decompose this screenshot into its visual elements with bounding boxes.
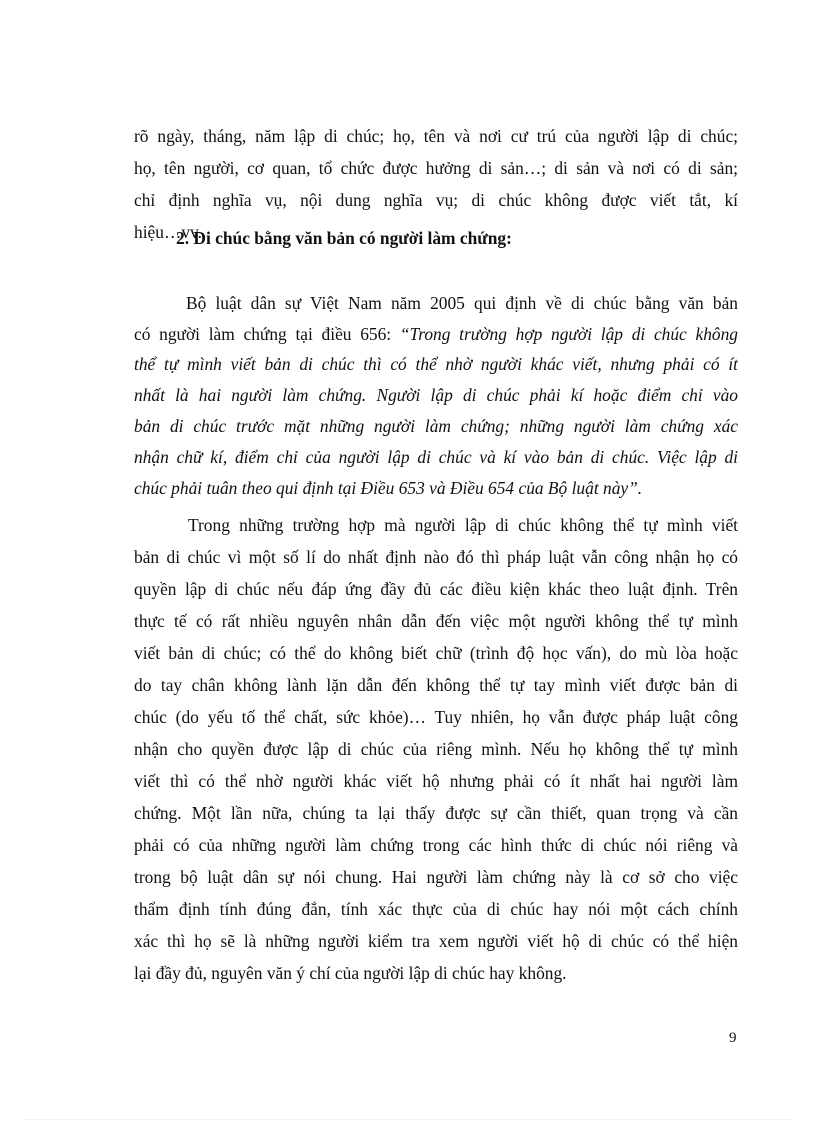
paragraph-line: chứng. Một lần nữa, chúng ta lại thấy được sự cần thiết, quan trọng và cần — [134, 803, 738, 823]
paragraph-line: do tay chân không lành lặn dẫn đến không thể tự tay mình viết được bản di — [134, 675, 738, 695]
paragraph-line: rõ ngày, tháng, năm lập di chúc; họ, tên và nơi cư trú của người lập di chúc; — [134, 126, 738, 146]
page-number: 9 — [729, 1030, 737, 1046]
paragraph-line — [134, 322, 738, 346]
quote-line: thể tự mình viết bản di chúc thì có thể nhờ người khác viết, nhưng phải có ít — [134, 354, 738, 374]
quote-line: nhất là hai người làm chứng. Người lập di chúc phải kí hoặc điểm chỉ vào — [134, 385, 738, 405]
plain-text: có người làm chứng tại điều 656: — [134, 324, 400, 344]
paragraph-line: viết thì có thể nhờ người khác viết hộ nhưng phải có ít nhất hai người làm — [134, 771, 738, 791]
paragraph-line: lại đầy đủ, nguyên văn ý chí của người lập di chúc hay không. — [134, 963, 567, 983]
paragraph-line: Trong những trường hợp mà người lập di chúc không thể tự mình viết — [188, 515, 738, 535]
paragraph-line: phải có của những người làm chứng trong các hình thức di chúc nói riêng và — [134, 835, 738, 855]
quote-line: bản di chúc trước mặt những người làm chứng; những người làm chứng xác — [134, 416, 738, 436]
quote-line: nhận chữ kí, điểm chỉ của người lập di chúc và kí vào bản di chúc. Việc lập di — [134, 447, 738, 467]
paragraph-line: bản di chúc vì một số lí do nhất định nào đó thì pháp luật vẫn công nhận họ có — [134, 547, 738, 567]
quote-text: “Trong trường hợp người lập di chúc không — [399, 324, 738, 344]
paragraph-line: thực tế có rất nhiều nguyên nhân dẫn đến việc một người không thể tự mình — [134, 611, 738, 631]
paragraph-line: họ, tên người, cơ quan, tổ chức được hưởng di sản…; di sản và nơi có di sản; — [134, 158, 738, 178]
paragraph-line: hiệu…vv. — [134, 222, 202, 242]
page-bottom-divider — [26, 1119, 790, 1120]
paragraph-line: xác thì họ sẽ là những người kiểm tra xem người viết hộ di chúc có thể hiện — [134, 931, 738, 951]
paragraph-line: thẩm định tính đúng đắn, tính xác thực của di chúc hay nói một cách chính — [134, 899, 738, 919]
paragraph-line: trong bộ luật dân sự nói chung. Hai người làm chứng này là cơ sở cho việc — [134, 867, 738, 887]
paragraph-line: Bộ luật dân sự Việt Nam năm 2005 qui định về di chúc bằng văn bản — [186, 293, 738, 313]
paragraph-line: nhận cho quyền được lập di chúc của riêng mình. Nếu họ không thể tự mình — [134, 739, 738, 759]
paragraph-line: chúc (do yếu tố thể chất, sức khỏe)… Tuy nhiên, họ vẫn được pháp luật công — [134, 707, 738, 727]
paragraph-line: viết bản di chúc; có thể do không biết chữ (trình độ học vấn), do mù lòa hoặc — [134, 643, 738, 663]
paragraph-line: quyền lập di chúc nếu đáp ứng đầy đủ các điều kiện khác theo luật định. Trên — [134, 579, 738, 599]
paragraph-line: chỉ định nghĩa vụ, nội dung nghĩa vụ; di chúc không được viết tắt, kí — [134, 190, 738, 210]
quote-line: chúc phải tuân theo qui định tại Điều 653 và Điều 654 của Bộ luật này”. — [134, 478, 643, 498]
section-heading: 2. Di chúc bằng văn bản có người làm chứng: — [176, 228, 512, 248]
